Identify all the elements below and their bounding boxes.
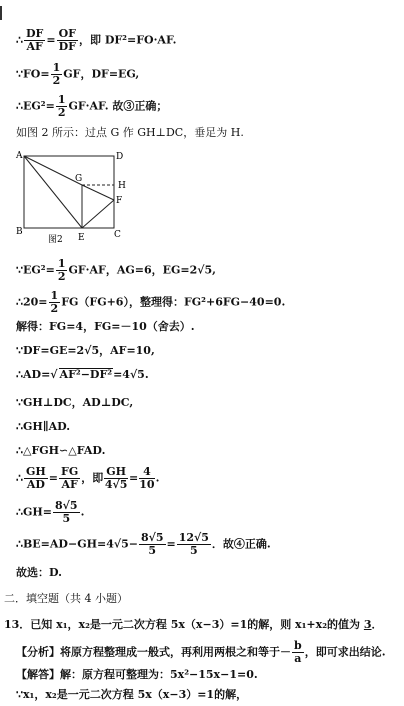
proof-line-15: ∴BE=AD−GH=4√5− $\frac{8√5}{5}$ = $\frac{12√5}{5}$ ．故④正确.	[16, 531, 271, 557]
proof-line-4: 如图 2 所示：过点 G 作 GH⊥DC，垂足为 H.	[16, 126, 244, 139]
label-D: D	[116, 152, 124, 162]
answer-blank: 3	[363, 618, 372, 631]
proof-line-3: ∴EG²= $\frac{1}{2}$ GF·AF. 故③正确；	[16, 93, 168, 119]
proof-line-8: ∵DF=GE=2√5，AF=10,	[16, 344, 155, 357]
fraction: $\frac{4}{10}$	[139, 465, 155, 491]
fraction: $\frac{1}{2}$	[52, 61, 61, 87]
label-B: B	[16, 227, 23, 237]
proof-line-12: ∴△FGH∽△FAD.	[16, 444, 106, 457]
solution-line: 【解答】解：原方程可整理为：5x²−15x−1=0.	[16, 668, 258, 681]
fraction: $\frac{FG}{AF}$	[61, 465, 79, 491]
label-G: G	[75, 174, 83, 184]
fraction: $\frac{OF}{DF}$	[58, 27, 76, 53]
fraction: $\frac{8√5}{5}$	[55, 499, 78, 525]
solution-line-2: ∵x₁，x₂是一元二次方程 5x（x−3）=1的解，	[16, 688, 248, 701]
fraction: $\frac{GH}{4√5}$	[104, 465, 128, 491]
fraction: $\frac{12√5}{5}$	[178, 531, 209, 557]
fraction: $\frac{DF}{AF}$	[26, 27, 44, 53]
proof-line-9: ∴AD=√ AF²−DF²=4√5.	[16, 368, 149, 381]
figure-caption: 图2	[48, 235, 63, 245]
proof-line-11: ∴GH∥AD.	[16, 420, 71, 433]
proof-line-2: ∵FO= $\frac{1}{2}$ GF，DF=EG,	[16, 61, 140, 87]
proof-line-6: ∴20= $\frac{1}{2}$ FG（FG+6），整理得：FG²+6FG−40=0.	[16, 289, 286, 315]
proof-line-5: ∵EG²= $\frac{1}{2}$ GF·AF，AG=6，EG=2√5,	[16, 257, 217, 283]
label-A: A	[16, 151, 23, 161]
proof-line-7: 解得：FG=4，FG=－10（舍去）.	[16, 320, 195, 333]
label-C: C	[114, 230, 121, 240]
fraction: $\frac{1}{2}$	[57, 93, 66, 119]
proof-line-13: ∴ $\frac{GH}{AD}$ = $\frac{FG}{AF}$ ，即 $\frac{GH}{4√5}$ = $\frac{4}{10}$ .	[16, 465, 160, 491]
fraction: $\frac{b}{a}$	[294, 639, 302, 665]
fraction: $\frac{1}{2}$	[50, 289, 59, 315]
proof-line-1: ∴ $\frac{DF}{AF}$ = $\frac{OF}{DF}$ ，即 DF²=FO·AF.	[16, 27, 177, 53]
fraction: $\frac{GH}{AD}$	[26, 465, 46, 491]
section-heading: 二．填空题（共 4 小题）	[4, 592, 128, 605]
proof-line-16: 故选：D.	[16, 566, 62, 579]
proof-line-14: ∴GH= $\frac{8√5}{5}$ .	[16, 499, 85, 525]
fraction: $\frac{8√5}{5}$	[140, 531, 164, 557]
label-F: F	[116, 196, 123, 206]
geometry-figure	[14, 148, 134, 248]
label-H: H	[118, 181, 126, 191]
margin-mark	[0, 6, 2, 20]
label-E: E	[78, 233, 85, 243]
analysis-line: 【分析】将原方程整理成一般式，再利用两根之和等于－ $\frac{b}{a}$ ，即可求出结论.	[16, 639, 386, 665]
proof-line-10: ∵GH⊥DC，AD⊥DC,	[16, 396, 134, 409]
question-13: 13．已知 x₁，x₂是一元二次方程 5x（x−3）=1的解，则 x₁+x₂的值为 3．	[4, 618, 383, 631]
fraction: $\frac{1}{2}$	[57, 257, 66, 283]
